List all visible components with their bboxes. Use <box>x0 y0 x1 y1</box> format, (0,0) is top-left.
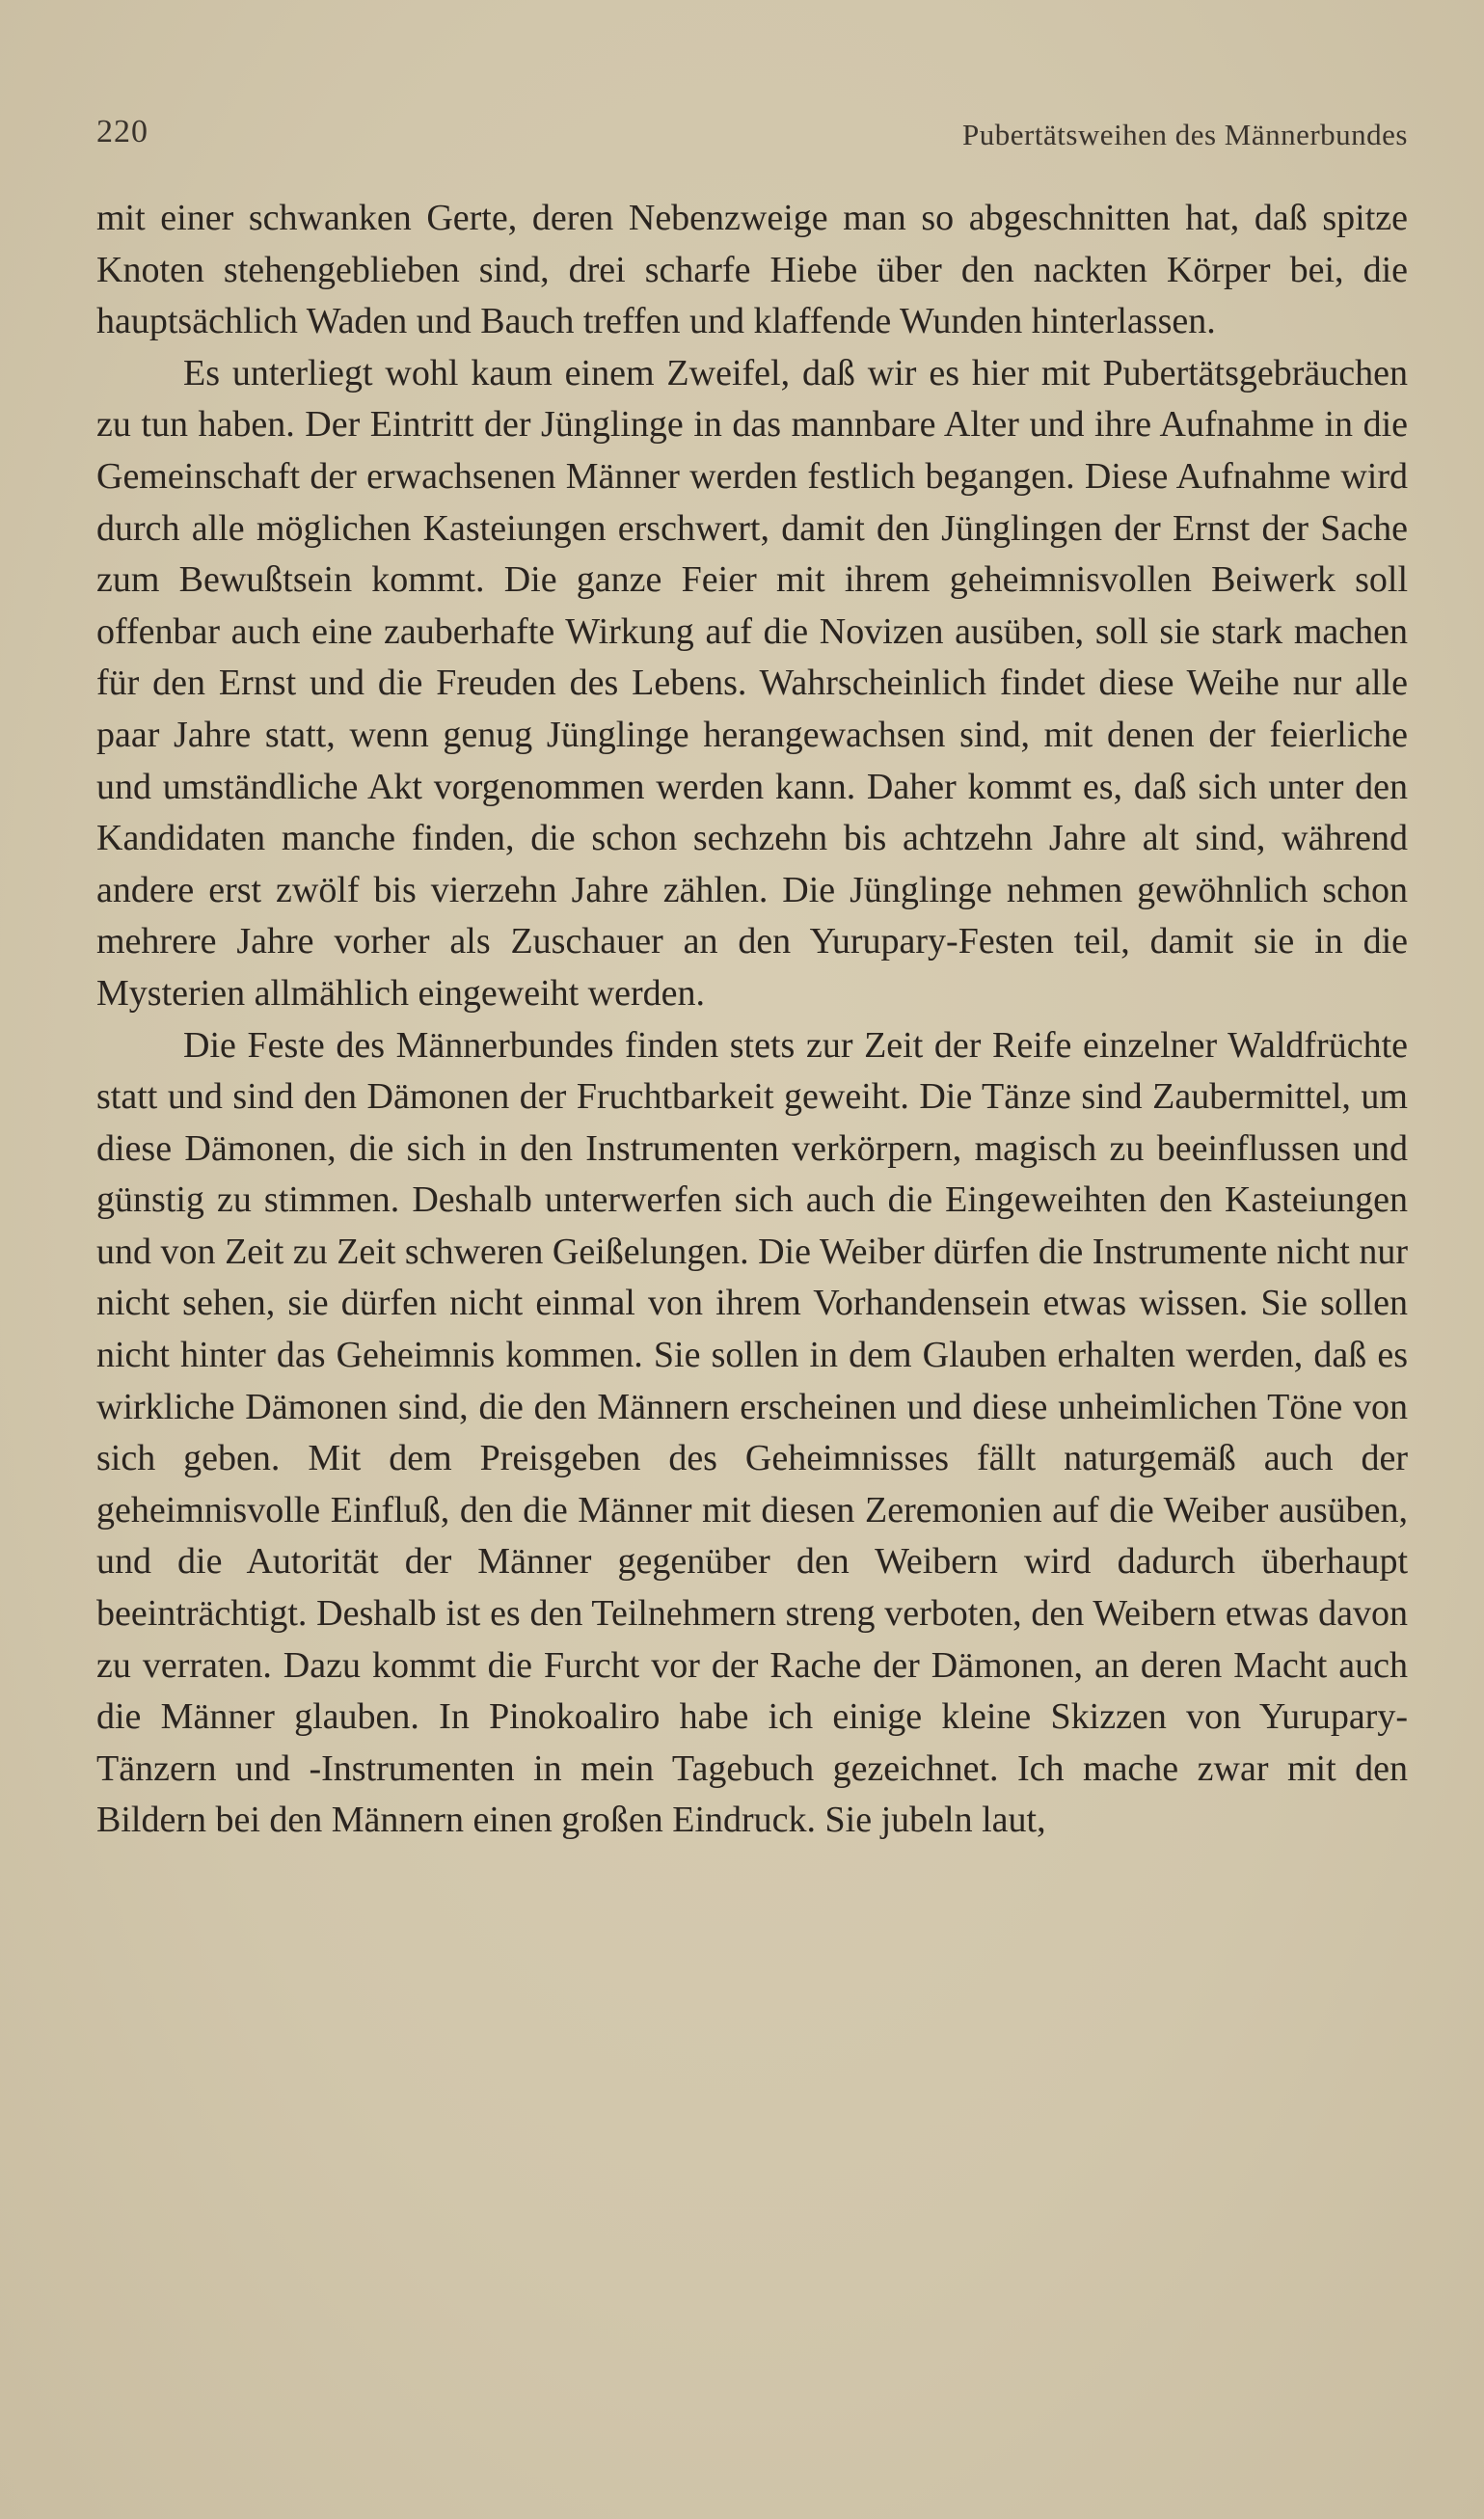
body-text <box>96 193 1408 1847</box>
running-title: Pubertätsweihen des Männerbundes <box>962 118 1408 151</box>
page-number: 220 <box>96 114 148 149</box>
running-head <box>96 114 1408 162</box>
paragraph: Es unterliegt wohl kaum einem Zweifel, daß wir es hier mit Pubertätsgebräuchen zu tun haben. Der Eintritt der Jünglinge in das mannbare Alter und ihre Aufnahme in die Gemeinschaft der erwachsenen Männer werden festlich begangen. Diese Aufnahme wird durch alle möglichen Kasteiungen erschwert, damit den Jünglingen der Ernst der Sache zum Bewußtsein kommt. Die ganze Feier mit ihrem geheimnisvollen Beiwerk soll offenbar auch eine zauberhafte Wirkung auf die Novizen ausüben, soll sie stark machen für den Ernst und die Freuden des Lebens. Wahrscheinlich findet diese Weihe nur alle paar Jahre statt, wenn genug Jünglinge herangewachsen sind, mit denen der feierliche und umständliche Akt vorgenommen werden kann. Daher kommt es, daß sich unter den Kandidaten manche finden, die schon sechzehn bis achtzehn Jahre alt sind, während andere erst zwölf bis vierzehn Jahre zählen. Die Jünglinge nehmen gewöhnlich schon mehrere Jahre vorher als Zuschauer an den Yurupary-Festen teil, damit sie in die Mysterien allmählich eingeweiht werden. <box>96 352 1408 1014</box>
paragraph: Die Feste des Männerbundes finden stets zur Zeit der Reife einzelner Waldfrüchte statt und sind den Dämonen der Fruchtbarkeit geweiht. Die Tänze sind Zaubermittel, um diese Dämonen, die sich in den Instrumenten verkörpern, magisch zu beeinflussen und günstig zu stimmen. Deshalb unterwerfen sich auch die Eingeweihten den Kasteiungen und von Zeit zu Zeit schweren Geißelungen. Die Weiber dürfen die Instrumente nicht nur nicht sehen, sie dürfen nicht einmal von ihrem Vorhandensein etwas wissen. Sie sollen nicht hinter das Geheimnis kommen. Sie sollen in dem Glauben erhalten werden, daß es wirkliche Dämonen sind, die den Männern erscheinen und diese unheimlichen Töne von sich geben. Mit dem Preisgeben des Geheimnisses fällt naturgemäß auch der geheimnisvolle Einfluß, den die Männer mit diesen Zeremonien auf die Weiber ausüben, und die Autorität der Männer gegenüber den Weibern wird dadurch überhaupt beeinträchtigt. Deshalb ist es den Teilnehmern streng verboten, den Weibern etwas davon zu verraten. Dazu kommt die Furcht vor der Rache der Dämonen, an deren Macht auch die Männer glauben. In Pinokoaliro habe ich einige kleine Skizzen von Yurupary-Tänzern und -Instrumenten in mein Tagebuch gezeichnet. Ich mache zwar mit den Bildern bei den Männern einen großen Eindruck. Sie jubeln laut, <box>96 1024 1408 1841</box>
paragraph-continuation: mit einer schwanken Gerte, deren Nebenzweige man so abgeschnitten hat, daß spitze Knoten stehengeblieben sind, drei scharfe Hiebe über den nackten Körper bei, die hauptsächlich Waden und Bauch treffen und klaffende Wunden hinterlassen. <box>96 198 1408 342</box>
